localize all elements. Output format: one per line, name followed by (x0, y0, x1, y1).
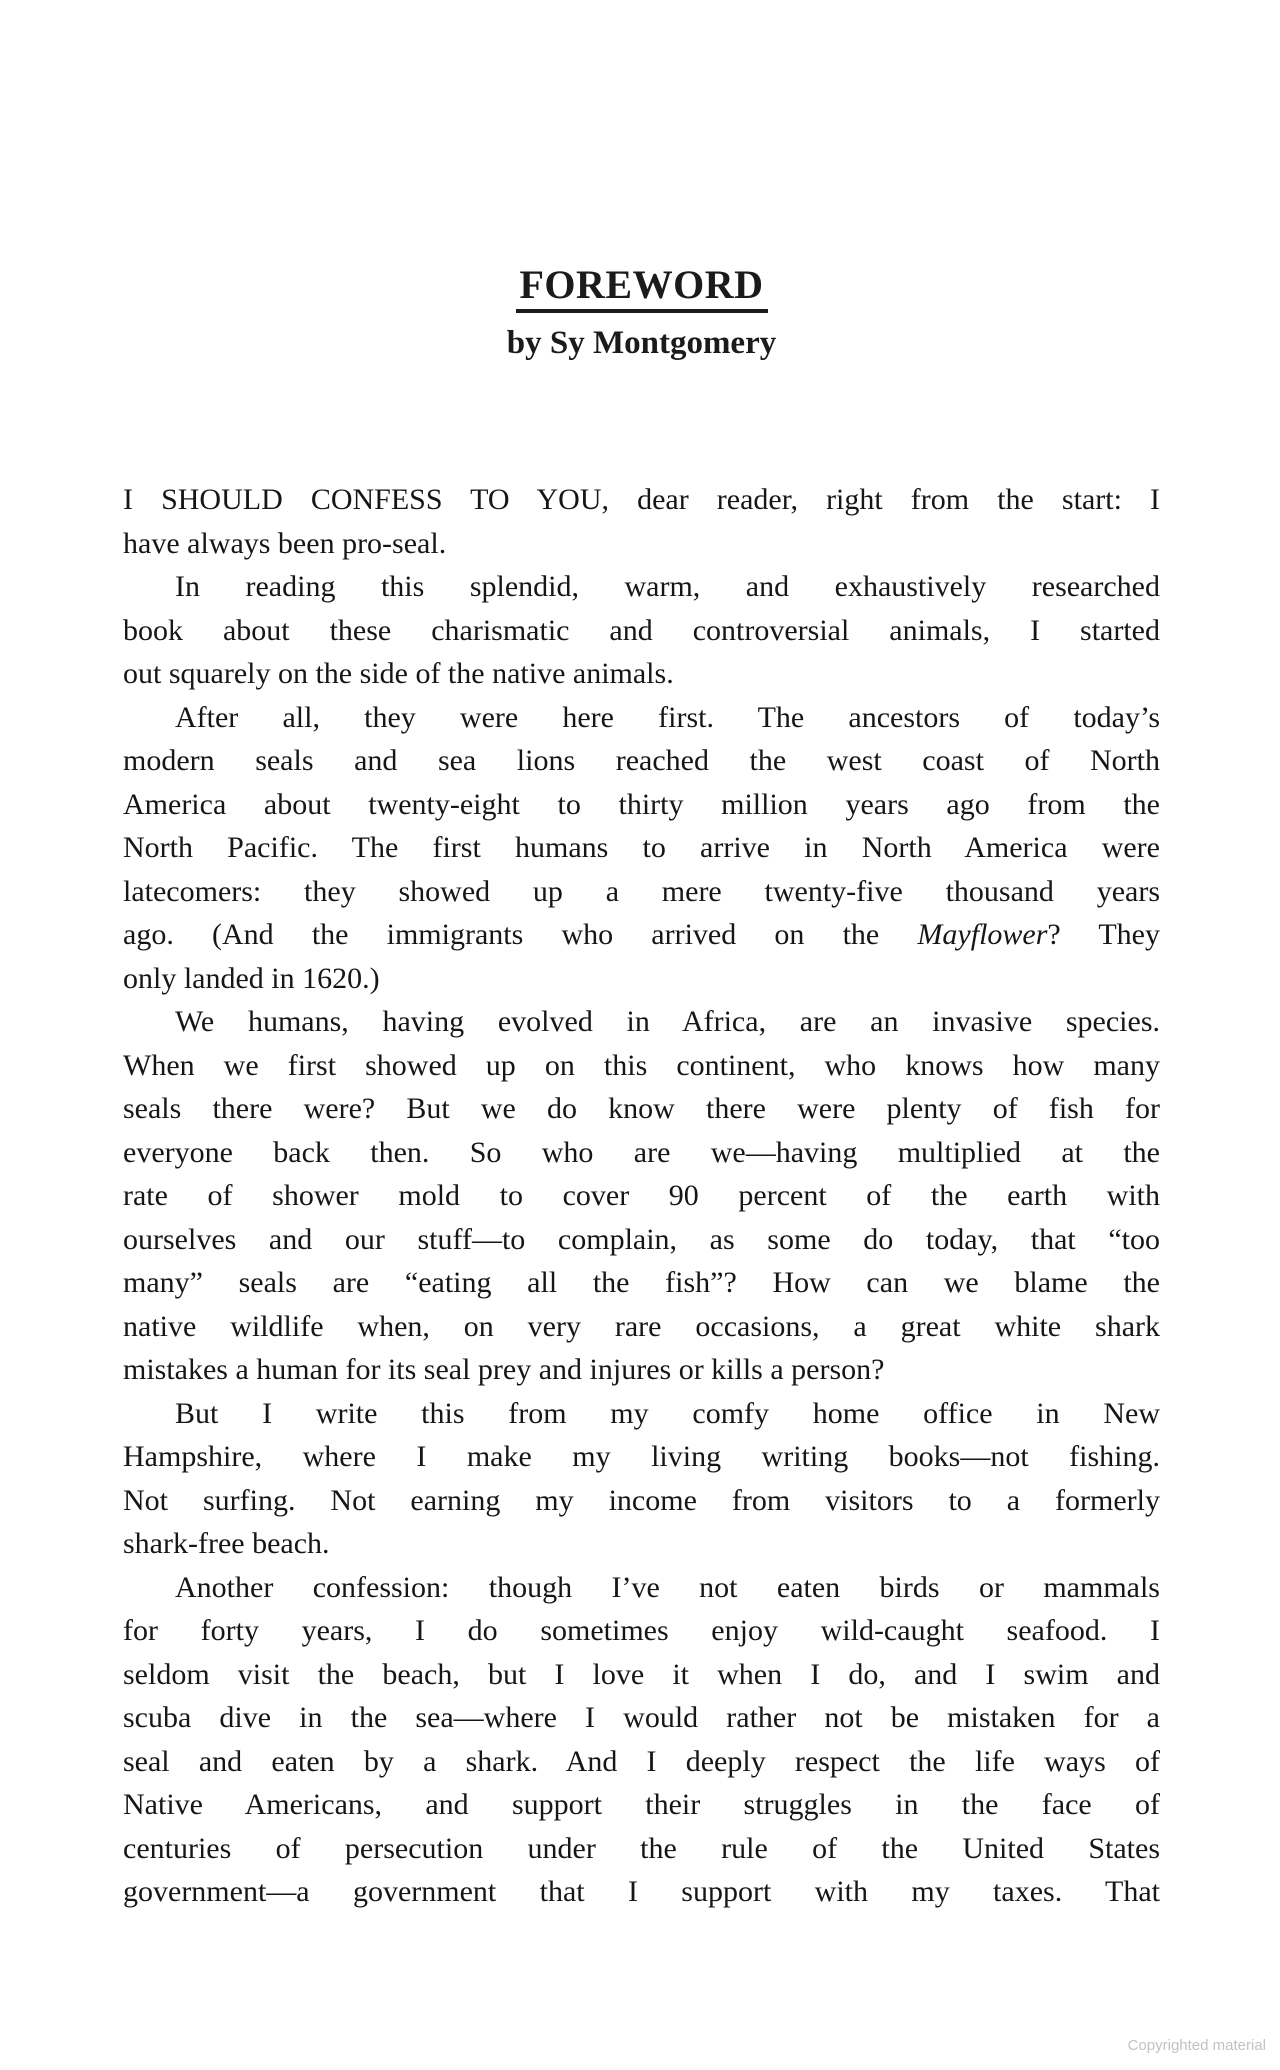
text-line: many” seals are “eating all the fish”? How can we blame the (123, 1266, 1160, 1299)
text-line: native wildlife when, on very rare occasions, a great white shark (123, 1309, 1160, 1343)
byline: by Sy Montgomery (506, 325, 777, 361)
text-line: for forty years, I do sometimes enjoy wild-caught seafood. I (123, 1614, 1160, 1647)
text-line: ourselves and our stuff—to complain, as some do today, that “too (123, 1222, 1160, 1256)
text-line: Native Americans, and support their struggles in the face of (123, 1788, 1160, 1821)
text-line: Another confession: though I’ve not eaten birds or mammals (175, 1570, 1160, 1604)
text-line: shark-free beach. (123, 1527, 330, 1560)
text-line: I SHOULD CONFESS TO YOU, dear reader, right from the start: I (123, 483, 1160, 516)
text-line: In reading this splendid, warm, and exhaustively researched (175, 570, 1160, 603)
text-line: After all, they were here first. The ancestors of today’s (175, 700, 1160, 734)
text-line: When we first showed up on this continent, who knows how many (123, 1048, 1160, 1082)
text-line: We humans, having evolved in Africa, are an invasive species. (175, 1005, 1160, 1038)
text-line: seldom visit the beach, but I love it when I do, and I swim and (123, 1657, 1160, 1691)
page-title: FOREWORD (516, 264, 768, 313)
copyright-note: Copyrighted material (1127, 2037, 1266, 2054)
text-line: North Pacific. The first humans to arrive in North America were (123, 831, 1160, 864)
text-line: seal and eaten by a shark. And I deeply respect the life ways of (123, 1744, 1160, 1778)
text-line: latecomers: they showed up a mere twenty-five thousand years (123, 874, 1160, 908)
page-header (123, 264, 1160, 361)
text-line: have always been pro-seal. (123, 526, 447, 560)
text-line: book about these charismatic and controversial animals, I started (123, 613, 1160, 647)
text-line: Hampshire, where I make my living writing books—not fishing. (123, 1440, 1160, 1473)
text-line: ago. (And the immigrants who arrived on the Mayflower? They (123, 918, 1160, 951)
text-line: mistakes a human for its seal prey and injures or kills a person? (123, 1353, 885, 1386)
text-line: only landed in 1620.) (123, 961, 380, 995)
text-line: centuries of persecution under the rule of the United States (123, 1831, 1160, 1865)
text-line: Not surfing. Not earning my income from visitors to a formerly (123, 1483, 1160, 1517)
foreword-text (123, 478, 1160, 1914)
text-line: America about twenty-eight to thirty million years ago from the (123, 787, 1160, 821)
text-line: out squarely on the side of the native animals. (123, 657, 674, 690)
text-line: But I write this from my comfy home office in New (175, 1396, 1160, 1430)
text-line: government—a government that I support with my taxes. That (123, 1875, 1160, 1908)
text-line: everyone back then. So who are we—having multiplied at the (123, 1135, 1160, 1169)
text-line: seals there were? But we do know there were plenty of fish for (123, 1092, 1160, 1125)
text-line: modern seals and sea lions reached the west coast of North (123, 744, 1160, 777)
text-line: scuba dive in the sea—where I would rather not be mistaken for a (123, 1701, 1160, 1734)
text-line: rate of shower mold to cover 90 percent of the earth with (123, 1179, 1160, 1212)
